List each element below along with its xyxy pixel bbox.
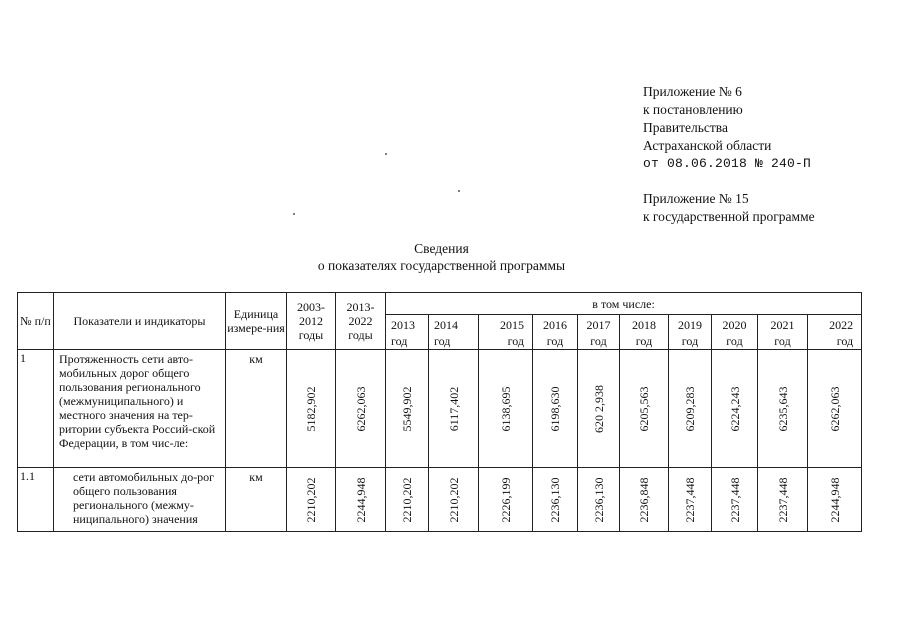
header-year-2022 [808, 315, 862, 350]
value-period1 [287, 350, 336, 468]
value-2018 [620, 468, 669, 532]
value-2017 [578, 350, 620, 468]
value-2022 [808, 468, 862, 532]
value-period2 [336, 350, 386, 468]
appendix-15-line2: к государственной программе [643, 209, 815, 224]
value-text: 6205,563 [637, 386, 651, 431]
header-period-2013-2022: 2013-2022 годы [336, 293, 386, 350]
header-year-2020 [712, 315, 758, 350]
value-text: 6198,630 [548, 386, 562, 431]
scan-speck [293, 213, 295, 215]
value-text: 2236,130 [548, 477, 562, 522]
year-unit: год [507, 334, 524, 348]
header-unit: Единица измере-ния [226, 293, 287, 350]
header-including: в том числе: [386, 293, 862, 315]
year-label: 2017 [586, 318, 611, 332]
appendix-6-line3: Правительства [643, 120, 728, 135]
value-text: 6262,063 [353, 386, 368, 431]
value-text: 2237,448 [775, 477, 790, 522]
row-indicator: Протяженность сети авто-мобильных дорог общего пользования регионального (межмуниципального) и местного значения на тер-ритории субъекта Россий-ской Федерации, в том чис-ле: [54, 350, 226, 468]
document-subtitle: о показателях государственной программы [317, 258, 566, 273]
appendix-15-title: Приложение № 15 [643, 191, 749, 206]
row-indicator: сети автомобильных до-рог общего пользования регионального (межму-ниципального) значения [54, 468, 226, 532]
value-text: 2210,202 [304, 477, 318, 522]
value-2020 [712, 350, 758, 468]
value-2013 [386, 468, 429, 532]
scan-speck [458, 190, 460, 192]
value-2020 [712, 468, 758, 532]
document-title: Сведения [414, 241, 469, 256]
header-year-2018 [620, 315, 669, 350]
value-text: 2210,202 [400, 477, 414, 522]
value-text: 6262,063 [827, 386, 842, 431]
value-2021 [758, 468, 808, 532]
value-2013 [386, 350, 429, 468]
table-row [18, 468, 862, 532]
indicators-table [17, 292, 862, 532]
value-text: 6224,243 [727, 386, 742, 431]
row-num: 1.1 [18, 468, 54, 532]
value-text: 2210,202 [446, 477, 461, 522]
year-unit: год [726, 334, 743, 348]
value-period1 [287, 468, 336, 532]
header-year-2013 [386, 315, 429, 350]
year-label: 2020 [722, 318, 747, 332]
year-unit: год [391, 334, 408, 348]
appendix-6-line4: Астраханской области [643, 138, 772, 153]
value-2022 [808, 350, 862, 468]
year-label: 2015 [500, 318, 524, 332]
value-text: 6209,283 [683, 386, 697, 431]
value-2019 [669, 468, 712, 532]
appendix-6-date-number: от 08.06.2018 № 240-П [643, 156, 812, 171]
header-indicator: Показатели и индикаторы [54, 293, 226, 350]
value-2019 [669, 350, 712, 468]
value-text: 2244,948 [827, 477, 842, 522]
header-year-2019 [669, 315, 712, 350]
value-text: 2244,948 [353, 477, 368, 522]
value-2017 [578, 468, 620, 532]
year-label: 2016 [543, 318, 567, 332]
value-text: 2237,448 [727, 477, 742, 522]
year-unit: год [635, 334, 653, 348]
value-text: 2236,130 [591, 477, 606, 522]
value-2015 [479, 350, 533, 468]
value-text: 6235,643 [775, 386, 790, 431]
value-2016 [533, 468, 578, 532]
value-text: 6117,402 [446, 386, 461, 431]
year-label: 2018 [632, 318, 656, 332]
header-year-2021 [758, 315, 808, 350]
year-label: 2019 [678, 318, 702, 332]
year-label: 2013 [391, 318, 415, 332]
header-num: № п/п [18, 293, 54, 350]
year-unit: год [836, 334, 854, 348]
year-label: 2014 [434, 318, 458, 332]
year-label: 2022 [829, 318, 854, 332]
value-2014 [429, 350, 479, 468]
year-unit: год [774, 334, 791, 348]
value-text: 2226,199 [498, 477, 513, 522]
row-num: 1 [18, 350, 54, 468]
header-year-2016 [533, 315, 578, 350]
value-2018 [620, 350, 669, 468]
header-year-2015 [479, 315, 533, 350]
table-row [18, 350, 862, 468]
header-year-2017 [578, 315, 620, 350]
value-text: 2237,448 [683, 477, 697, 522]
row-unit: км [226, 350, 287, 468]
appendix-6-line2: к постановлению [643, 102, 743, 117]
value-2016 [533, 350, 578, 468]
header-period-2003-2012: 2003-2012 годы [287, 293, 336, 350]
value-2021 [758, 350, 808, 468]
appendix-6-title: Приложение № 6 [643, 84, 742, 99]
year-unit: год [434, 334, 451, 348]
appendix-15-block [643, 190, 815, 226]
value-text: 620 2,938 [591, 384, 606, 433]
value-text: 5182,902 [304, 386, 318, 431]
value-2014 [429, 468, 479, 532]
value-period2 [336, 468, 386, 532]
value-text: 2236,848 [637, 477, 651, 522]
scan-speck [385, 153, 387, 155]
value-text: 5549,902 [400, 386, 414, 431]
year-unit: год [681, 334, 699, 348]
year-unit: год [546, 334, 564, 348]
header-year-2014 [429, 315, 479, 350]
row-unit: км [226, 468, 287, 532]
year-label: 2021 [770, 318, 795, 332]
value-2015 [479, 468, 533, 532]
year-unit: год [590, 334, 607, 348]
appendix-6-block [643, 83, 811, 173]
value-text: 6138,695 [498, 386, 513, 431]
